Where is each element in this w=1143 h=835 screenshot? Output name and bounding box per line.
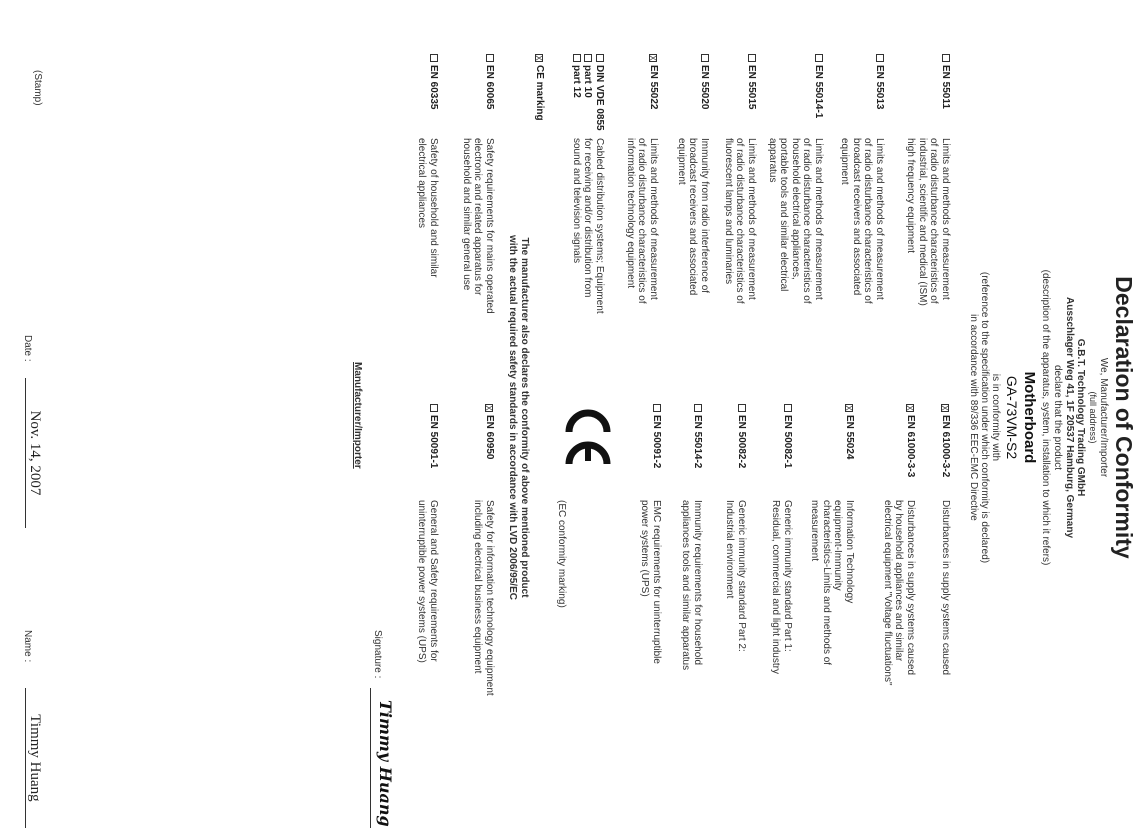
standard-description: Immunity requirements for household appliances tools and similar apparatus xyxy=(680,500,703,671)
checkbox xyxy=(694,404,702,412)
standard-code: EN 55014-2 xyxy=(692,404,704,468)
signature-line xyxy=(370,688,399,828)
checkbox: X xyxy=(648,55,657,61)
date-label: Date : xyxy=(22,335,33,362)
declare-line: declare that the product xyxy=(1052,364,1063,471)
checkbox: X xyxy=(534,55,543,61)
standard-code: EN 55011 xyxy=(940,54,952,109)
signature-label: Signature : xyxy=(372,630,383,679)
standard-description: EMC requirements for uninterruptible power systems (UPS) xyxy=(639,500,662,664)
date-value: Nov. 14, 2007 xyxy=(25,378,43,528)
standard-description: Disturbances in supply systems caused xyxy=(940,500,951,676)
ce-marking-item: XCE marking xyxy=(534,55,545,121)
standard-code: EN 50091-1 xyxy=(428,404,440,468)
checkbox xyxy=(748,54,756,62)
standard-code: EN 50091-2 xyxy=(651,404,663,468)
standard-description: Limits and methods of measurement of radio disturbance characteristics of industrial, scientific and medical (ISM) high frequency equipment xyxy=(905,138,951,306)
standard-code: EN 50082-1 xyxy=(782,404,794,468)
standard-description: Limits and methods of measurement of radio disturbance characteristics of information technology equipment xyxy=(625,138,659,304)
ce-logo-label: (EC conformity marking) xyxy=(556,500,567,608)
checkbox xyxy=(942,54,950,62)
standard-code: EN 50082-2 xyxy=(736,404,748,468)
checkbox: X xyxy=(484,405,493,411)
statement-line-2: with the actual required safety standards in accordance with LVD 2006/95/EC xyxy=(507,235,518,600)
name-value: Timmy Huang xyxy=(25,688,43,828)
ce-logo-icon xyxy=(563,404,613,468)
din-codes: DIN VDE 0855 part 10 part 12 xyxy=(571,54,606,131)
checkbox xyxy=(784,404,792,412)
company-address: Ausschlager Weg 41, 1F 20537 Hamburg, Germany xyxy=(1064,296,1075,539)
name-label: Name : xyxy=(22,630,33,663)
standard-description: Limits and methods of measurement of radio disturbance characteristics of fluorescent lamps and luminaries xyxy=(723,138,757,304)
full-address-note: (full address) xyxy=(1088,391,1098,444)
apparatus-note: (description of the apparatus, system, installation to which it refers) xyxy=(1040,269,1051,566)
standard-description: Limits and methods of measurement of radio disturbance characteristics of household electrical appliances, portable tools and similar electrical apparatus xyxy=(767,138,824,304)
manufacturer-line: We, Manufacturer/Importer xyxy=(1098,357,1109,478)
checkbox xyxy=(430,404,438,412)
checkbox xyxy=(486,54,494,62)
standard-code: EN 55015 xyxy=(746,54,758,109)
checkbox xyxy=(585,54,593,62)
standard-code: EN 55013 xyxy=(874,54,886,109)
standard-description: Safety requirements for mains operated electronic and related apparatus for household and similar general use xyxy=(461,138,495,314)
standard-description: Generic immunity standard Part 2: Industrial environment xyxy=(724,500,747,652)
standard-description: Safety of household and similar electrical appliances xyxy=(416,138,439,278)
standard-code: EN 60065 xyxy=(484,54,496,109)
checkbox: X xyxy=(905,405,914,411)
standard-code: XEN 55024 xyxy=(844,405,855,460)
reference-note: (reference to the specification under which conformity is declared) xyxy=(979,271,990,564)
din-description: Cabled distribution systems; Equipment for receiving and/or distribution from sound and television signals xyxy=(571,138,605,314)
standard-description: Information Technology equipment-Immunity characteristics-Limits and methods of measurement xyxy=(809,500,855,666)
standard-code: XEN 61000-3-2 xyxy=(940,405,951,478)
checkbox xyxy=(430,54,438,62)
standard-description: Disturbances in supply systems caused by household appliances and similar electrical equipment "Voltage fluctuations" xyxy=(882,500,916,686)
standard-description: Generic immunity standard Part 1: Residual, commercial and light industry xyxy=(770,500,793,674)
standard-description: Safety for information technology equipment including electrical business equipment xyxy=(472,500,495,696)
standard-code: EN 55020 xyxy=(699,54,711,109)
company-name: G.B.T. Technology Trading GMbH xyxy=(1075,338,1086,497)
manufacturer-importer-label: Manufacturer/Importer xyxy=(352,362,363,469)
standard-description: Immunity from radio interference of broadcast receivers and associated equipment xyxy=(676,138,710,296)
checkbox: X xyxy=(844,405,853,411)
product-name: Motherboard xyxy=(1021,371,1038,464)
standard-code: EN 55014-1 xyxy=(813,54,825,118)
checkbox xyxy=(596,54,604,62)
signature-script: Timmy Huang xyxy=(376,700,395,827)
directive-line: in accordance with 89/336 EEC-EMC Directive xyxy=(968,314,979,521)
conformity-line: is in conformity with xyxy=(990,373,1001,462)
checkbox xyxy=(876,54,884,62)
ce-logo xyxy=(557,404,613,474)
checkbox: X xyxy=(940,405,949,411)
document-title: Declaration of Conformity xyxy=(1111,276,1137,559)
standard-code: EN 60335 xyxy=(428,54,440,109)
standard-code: XEN 55022 xyxy=(648,55,659,110)
checkbox xyxy=(815,54,823,62)
statement-line-1: The manufacturer also declares the conformity of above mentioned product xyxy=(519,237,530,598)
standard-description: General and Safety requirements for uninterruptible power systems (UPS) xyxy=(416,500,439,663)
standard-code: XEN 60950 xyxy=(484,405,495,460)
stamp-label: (Stamp) xyxy=(32,70,43,106)
standard-description: Limits and methods of measurement of radio disturbance characteristics of broadcast receivers and associated equipment xyxy=(839,138,885,304)
checkbox xyxy=(653,404,661,412)
product-model: GA-73VM-S2 xyxy=(1004,375,1020,460)
checkbox xyxy=(701,54,709,62)
checkbox xyxy=(738,404,746,412)
standard-code: XEN 61000-3-3 xyxy=(905,405,916,478)
checkbox xyxy=(573,54,581,62)
